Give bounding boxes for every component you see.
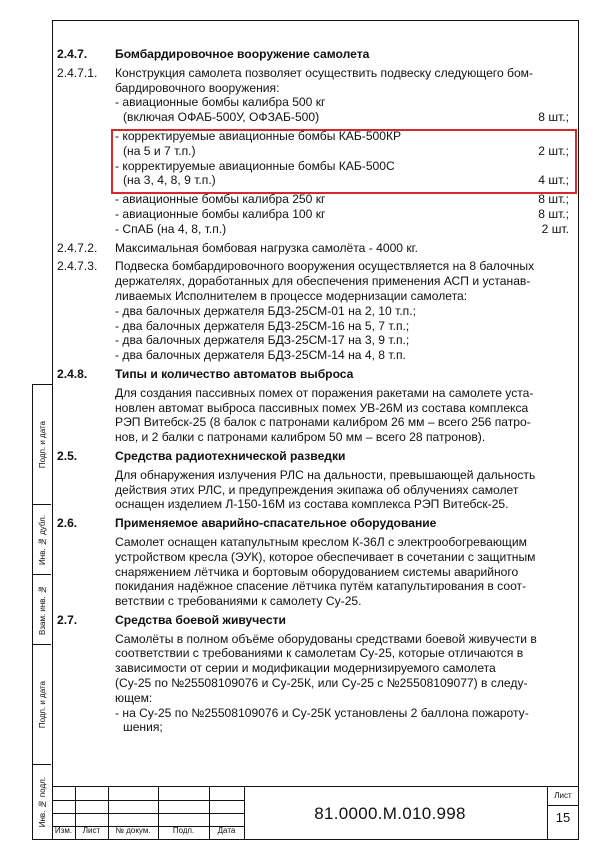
divider [52,800,244,801]
side-label: Взам. инв. № [37,585,47,635]
text-line: ливаемых Исполнителем в процессе модернизации самолета: [115,288,468,303]
subsection-number: 2.4.7.2. [57,240,98,255]
divider [547,786,548,840]
section-number: 2.7. [57,612,78,627]
section-number: 2.4.8. [57,366,88,381]
text-line: РЭП Витебск-25 (8 балок с патронами калибром 26 мм – всего 256 патро- [115,415,531,430]
list-item: - два балочных держателя БДЗ-25СМ-14 на 4, 8 т.п. [115,348,406,363]
stamp-col-label: Изм. [54,826,73,835]
list-item: - корректируемые авиационные бомбы КАБ-500КР [115,128,402,143]
side-label: Инв. № подл. [37,776,47,828]
section-heading [57,367,575,382]
list-item: - авиационные бомбы калибра 100 кг 8 шт.; [115,206,569,221]
section-title: Применяемое аварийно-спасательное оборудование [115,516,437,531]
section-heading [57,516,575,531]
paragraph [57,241,575,256]
list-item: (на 5 и 7 т.п.) 2 шт.; [123,143,569,158]
list-item: - два балочных держателя БДЗ-25СМ-17 на 3, 9 т.п.; [115,333,410,348]
sheet-number: 15 [555,810,571,825]
list-item: - на Су-25 по №25508109076 и Су-25К установлены 2 баллона пожароту- [115,705,529,720]
text-line: Самолёты в полном объёме оборудованы средствами боевой живучести в [115,631,537,646]
section-number: 2.5. [57,448,78,463]
side-stamp-column [32,384,52,840]
list-item: шения; [123,720,163,735]
text-line: бардировочного вооружения: [115,80,280,95]
stamp-col-label: № докум. [115,826,151,835]
text-line: зависимости от серии и модификации модернизируемого самолета [115,661,496,676]
side-label: Подп. и дата [37,421,47,469]
list-item: - корректируемые авиационные бомбы КАБ-500С [115,158,395,173]
text-line: снаряжением лётчика и бортовым оборудованием системы аварийного [115,564,519,579]
section-title: Бомбардировочное вооружение самолета [115,47,370,61]
text-line: ющем: [115,690,153,705]
section-heading [57,47,575,62]
section-number: 2.4.7. [57,47,88,61]
section-title: Типы и количество автоматов выброса [115,366,354,381]
section-heading [57,613,575,628]
text-line: Максимальная бомбовая нагрузка самолёта - 4000 кг. [115,240,418,255]
list-item: - СпАБ (на 4, 8, т.п.) 2 шт. [115,221,569,236]
text-line: покидания надёжное спасение лётчика путём катапультирования в соот- [115,579,527,594]
stamp-col-label: Лист [82,826,101,835]
list-item: (на 3, 4, 8, 9 т.п.) 4 шт.; [123,173,569,188]
text-line: устройством кресла (ЭУК), которое обеспечивает в сочетании с защитным [115,549,536,564]
paragraph [57,259,575,274]
list-item: - два балочных держателя БДЗ-25СМ-01 на 2, 10 т.п.; [115,303,416,318]
text-line: держателях, доработанных для обеспечения применения АСП и устанав- [115,274,531,289]
list-item: - авиационные бомбы калибра 500 кг [115,95,326,110]
text-line: нов, и 2 балки с патронами калибром 50 мм – всего 28 патронов). [115,430,486,445]
list-item: - авиационные бомбы калибра 250 кг 8 шт.; [115,192,569,207]
divider [547,805,579,806]
text-line: Конструкция самолета позволяет осуществить подвеску следующего бом- [115,65,534,80]
text-line: Для создания пассивных помех от поражения ракетами на самолете уста- [115,385,534,400]
section-title: Средства радиотехнической разведки [115,448,346,463]
text-line: ветствии с требованиями к самолету Су-25. [115,594,362,609]
paragraph [57,66,575,81]
side-label: Подп. и дата [37,681,47,729]
text-line: оснащен изделием Л-150-16М из состава комплекса РЭП Витебск-25. [115,497,509,512]
text-line: действия этих РЛС, и предупреждения экипажа об облучениях самолет [115,482,519,497]
list-item: (включая ОФАБ-500У, ОФЗАБ-500) 8 шт.; [123,110,569,125]
divider [52,813,244,814]
section-title: Средства боевой живучести [115,612,286,627]
text-line: Подвеска бомбардировочного вооружения осуществляется на 8 балочных [115,259,535,274]
text-line: Самолет оснащен катапультным креслом К-36Л с электрообогревающим [115,534,527,549]
section-number: 2.6. [57,516,78,531]
subsection-number: 2.4.7.1. [57,65,98,80]
stamp-col-label: Подп. [172,826,195,835]
section-heading [57,449,575,464]
text-line: (Су-25 по №25508109076 и Су-25К, или Су-25 с №25508109077) в следу- [115,676,528,691]
list-item: - два балочных держателя БДЗ-25СМ-16 на 5, 7 т.п.; [115,318,410,333]
text-line: соответствии с требованиями к самолетам Су-25, которые отличаются в [115,646,524,661]
text-line: новлен автомат выброса пассивных помех УВ-26М из состава комплекса [115,400,529,415]
side-label: Инв. № дубл. [37,515,47,565]
subsection-number: 2.4.7.3. [57,259,98,274]
text-line: Для обнаружения излучения РЛС на дальности, превышающей дальность [115,467,536,482]
document-code: 81.0000.М.010.998 [314,804,466,823]
highlight-box [111,129,577,194]
sheet-label: Лист [554,791,572,800]
stamp-col-label: Дата [217,826,236,835]
